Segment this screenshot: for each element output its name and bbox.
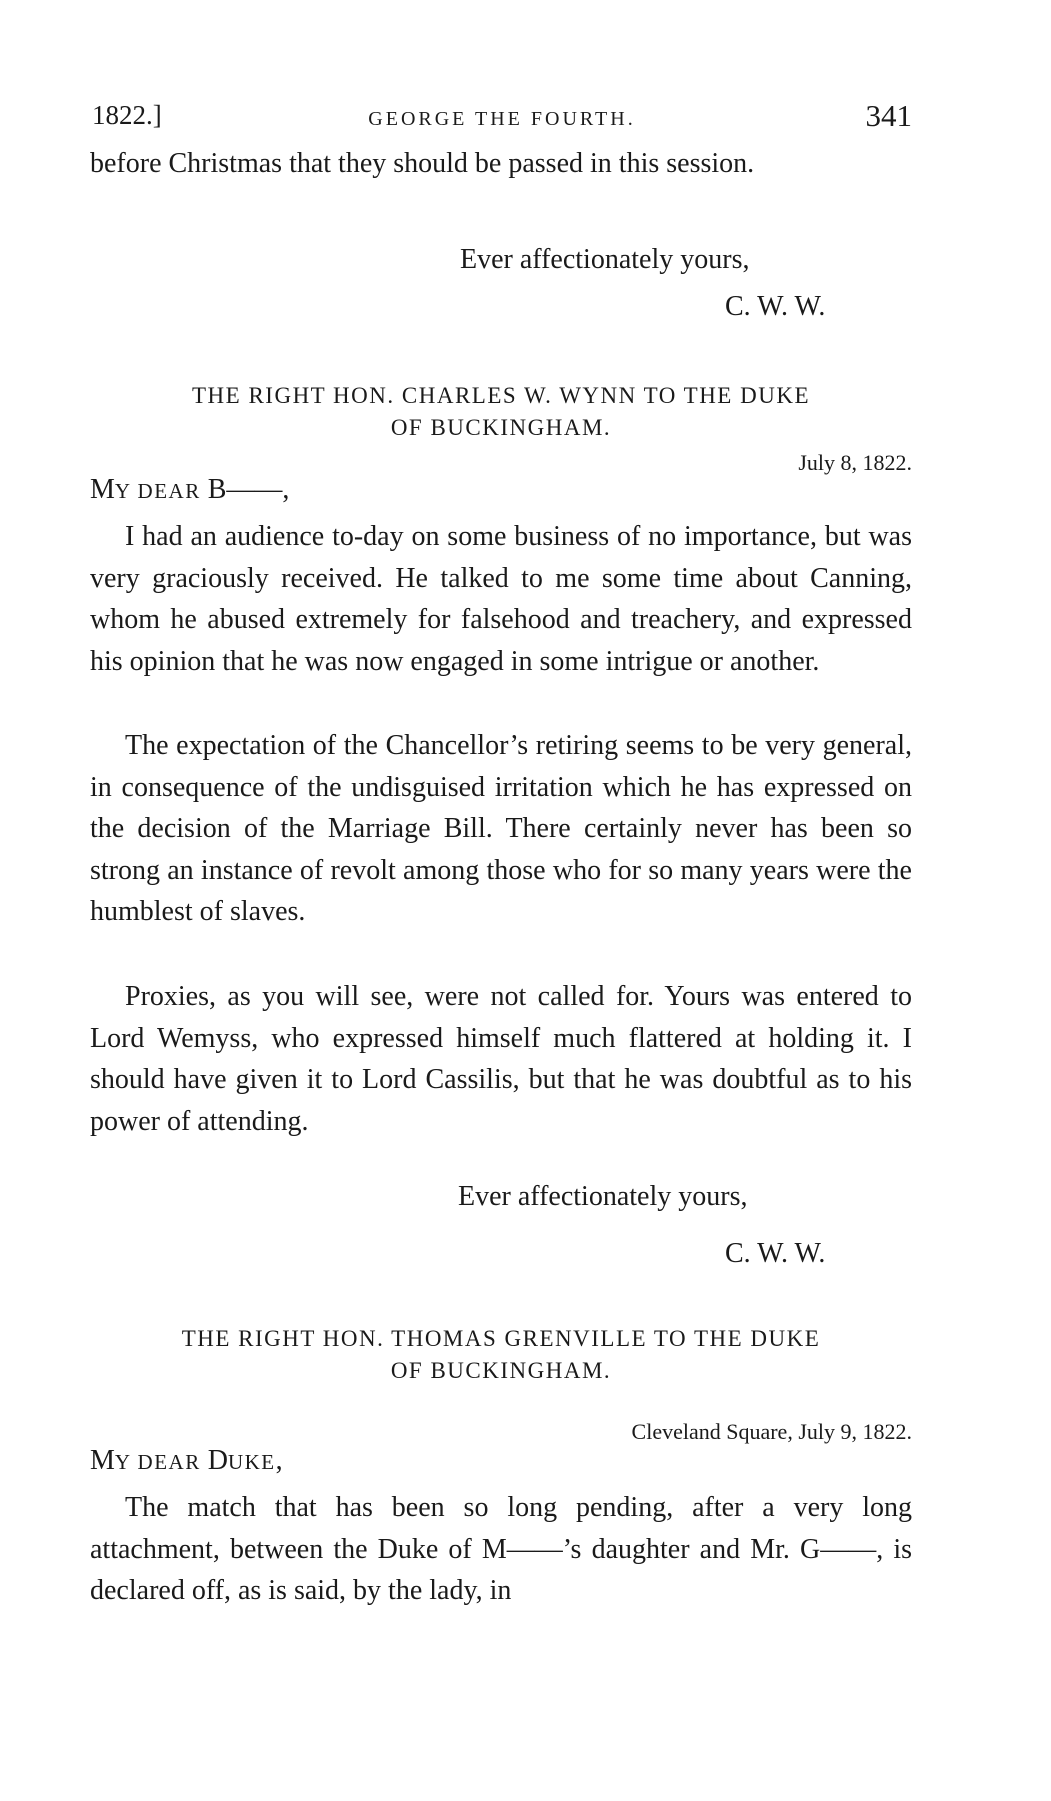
letter-paragraph: Proxies, as you will see, were not called for. Yours was entered to Lord Wemyss, who expressed himself much flattered at holding it. I should have given it to Lord Cassilis, but that he was doubtful as to his power of attending.: [90, 981, 912, 1137]
page-number: 341: [865, 98, 912, 133]
running-head-year: 1822.]: [92, 100, 162, 130]
letter-salutation: [90, 474, 289, 506]
letter-date: July 8, 1822.: [798, 450, 912, 475]
letter-heading-line1: THE RIGHT HON. THOMAS GRENVILLE TO THE DUKE: [181, 1326, 821, 1351]
salutation-small-caps-2: UKE: [227, 1450, 276, 1474]
letter-paragraph: The match that has been so long pending, after a very long attachment, between the Duke of M——’s daughter and Mr. G——, is declared off, as is said, by the lady, in: [90, 1492, 912, 1606]
letter-date: Cleveland Square, July 9, 1822.: [631, 1419, 912, 1444]
salutation-small-caps: Y DEAR: [114, 479, 201, 503]
salutation-initial: M: [90, 1445, 115, 1476]
continuation-paragraph: before Christmas that they should be passed in this session.: [90, 148, 755, 179]
letter-heading-line2: OF BUCKINGHAM.: [390, 1358, 612, 1383]
letter-heading-line2: OF BUCKINGHAM.: [390, 415, 612, 440]
running-head: [92, 100, 912, 140]
salutation-small-caps: Y DEAR: [114, 1450, 201, 1474]
letter-signature: C. W. W.: [725, 1238, 826, 1269]
closing-signature: C. W. W.: [725, 291, 826, 322]
letter-heading: [90, 1323, 912, 1387]
closing-valediction: Ever affectionately yours,: [460, 244, 750, 275]
letter-heading-line1: THE RIGHT HON. CHARLES W. WYNN TO THE DUKE: [192, 383, 810, 408]
running-head-title: GEORGE THE FOURTH.: [368, 108, 636, 130]
salutation-rest: ,: [275, 1445, 283, 1476]
letter-valediction: Ever affectionately yours,: [458, 1181, 748, 1212]
letter-paragraph: I had an audience to-day on some business of no importance, but was very graciously received. He talked to me some time about Canning, whom he abused extremely for falsehood and treachery, and expressed his opinion that he was now engaged in some intrigue or another.: [90, 521, 912, 677]
salutation-rest: B——,: [200, 474, 290, 505]
salutation-initial: M: [90, 474, 115, 505]
letter-salutation: [90, 1445, 283, 1477]
letter-heading: [90, 380, 912, 444]
letter-paragraph: The expectation of the Chancellor’s retiring seems to be very general, in consequence of the undisguised irritation which he has expressed on the decision of the Marriage Bill. There certainly never has been so strong an instance of revolt among those who for so many years were the humblest of slaves.: [90, 730, 912, 927]
salutation-initial-2: D: [200, 1445, 228, 1476]
